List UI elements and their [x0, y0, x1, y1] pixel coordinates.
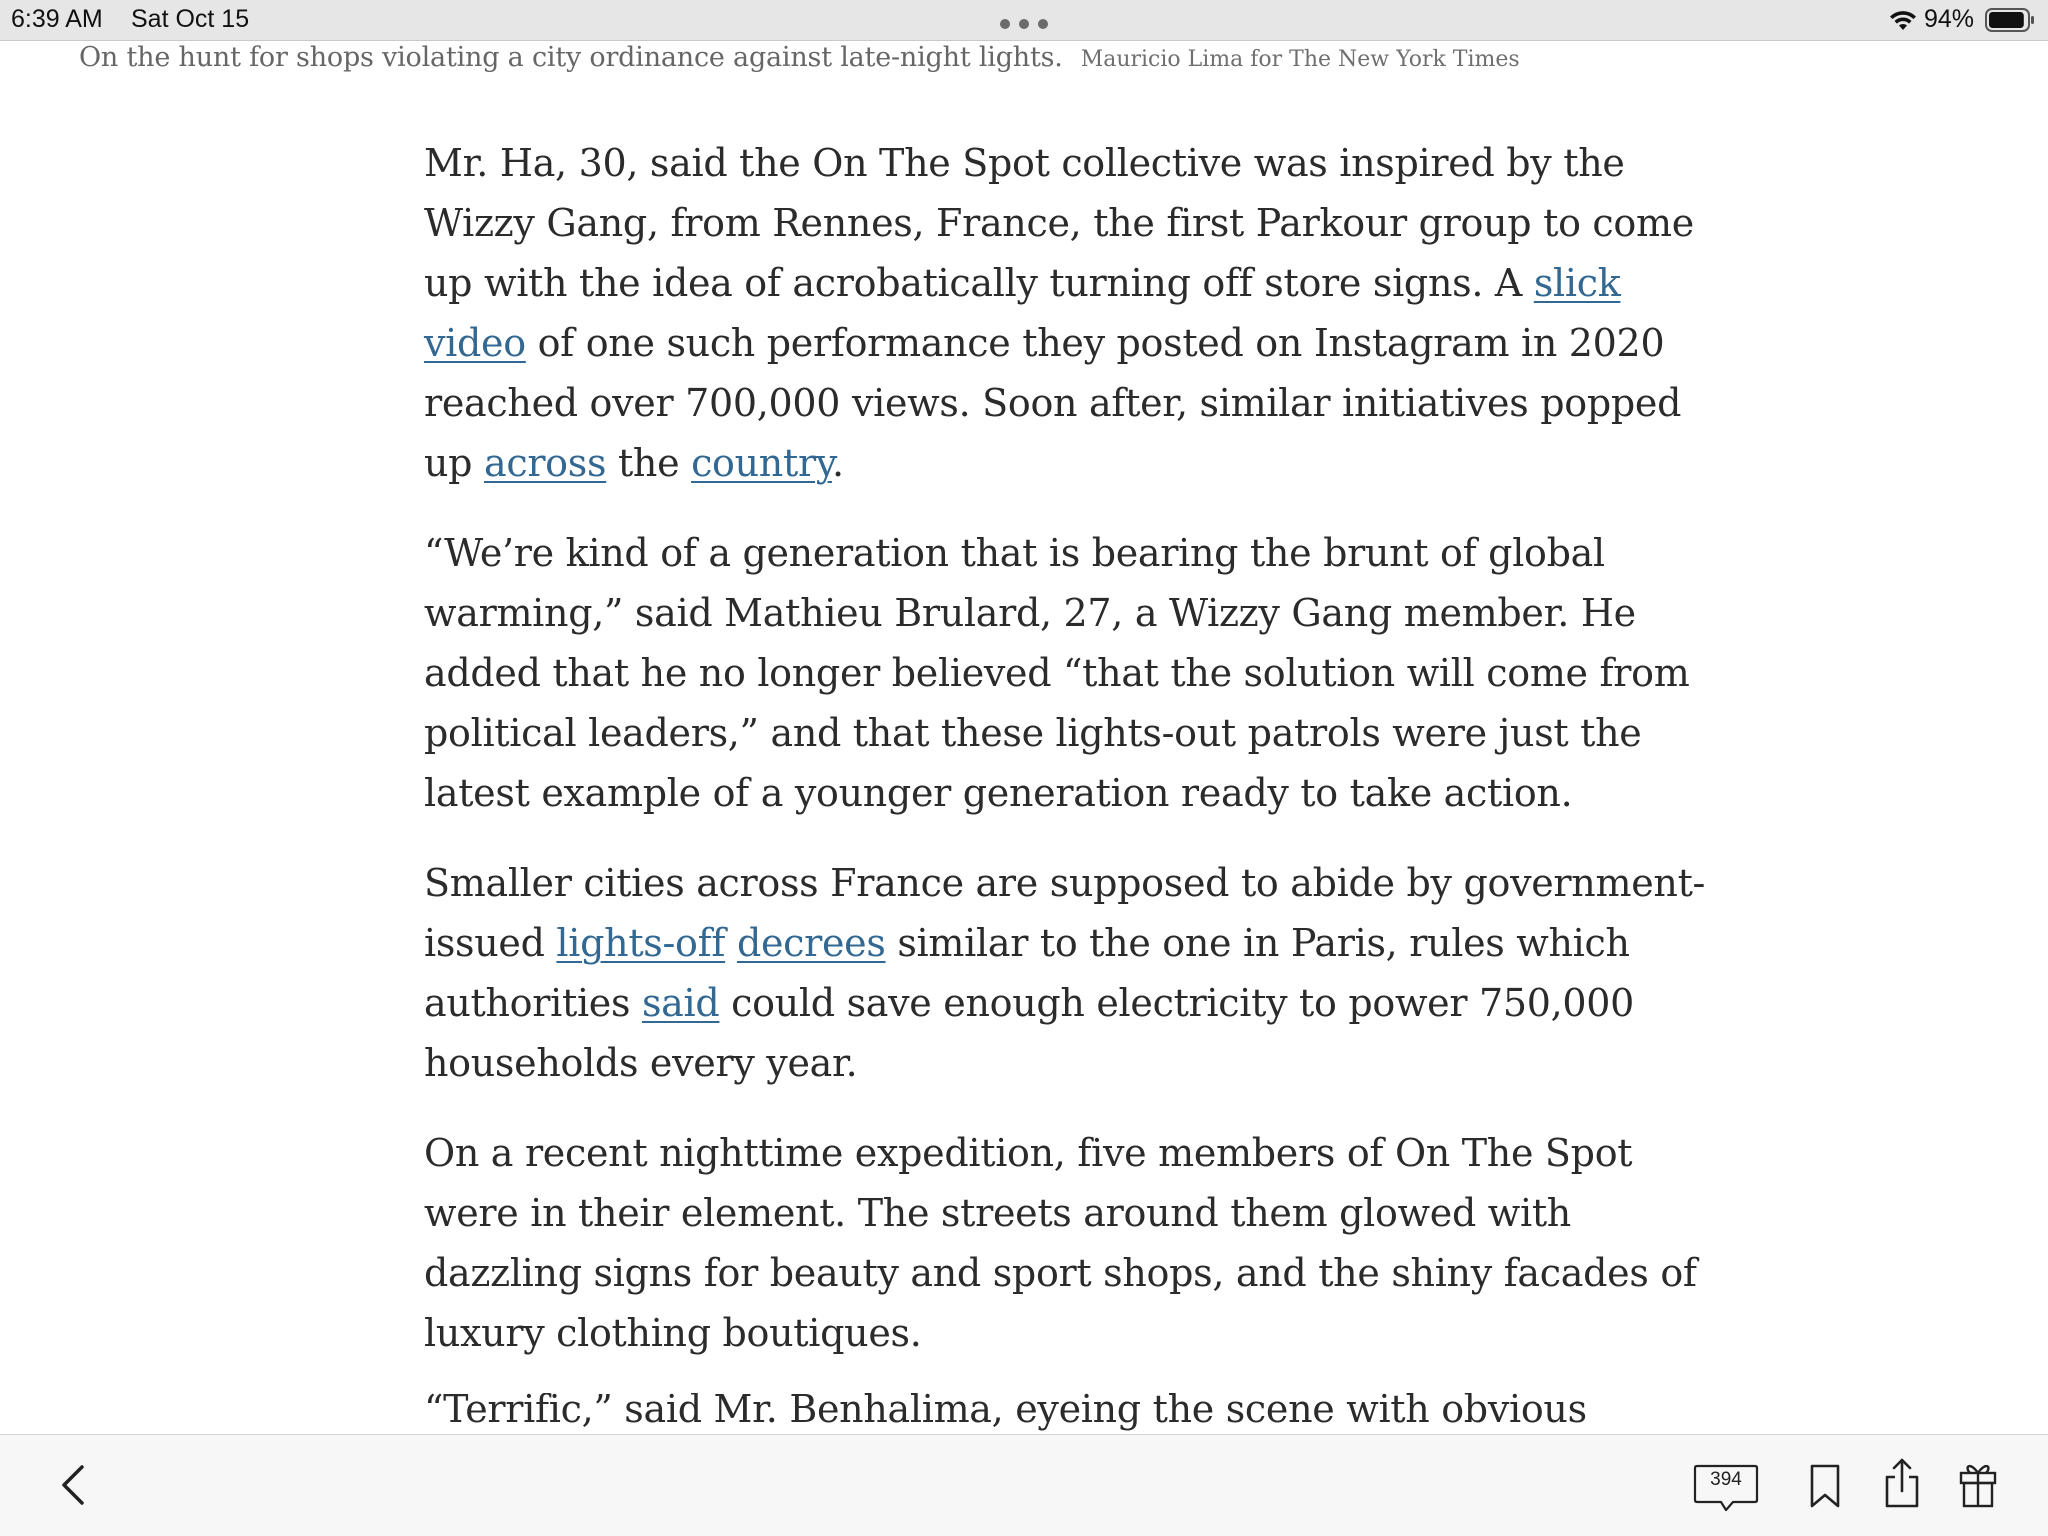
text-run: issued — [424, 921, 557, 965]
share-icon[interactable] — [1882, 1457, 1922, 1509]
text-line — [424, 433, 1624, 493]
comments-count[interactable]: 394 — [1710, 1469, 1742, 1490]
text-line: On a recent nighttime expedition, five members of On The Spot — [424, 1131, 1633, 1175]
text-line — [424, 973, 1635, 1033]
status-time: 6:39 AM — [11, 5, 103, 33]
link-slick-video-cont[interactable]: video — [424, 321, 526, 365]
text-line — [424, 253, 1624, 313]
battery-icon — [1985, 8, 2035, 32]
text-line: latest example of a younger generation ready to take action. — [424, 771, 1573, 815]
text-line: “Terrific,” said Mr. Benhalima, eyeing the scene with obvious — [424, 1393, 1587, 1431]
wifi-icon — [1888, 8, 1918, 32]
status-date: Sat Oct 15 — [131, 5, 250, 33]
link-country[interactable]: country — [691, 441, 832, 485]
text-line: added that he no longer believed “that the solution will come from — [424, 651, 1690, 695]
multitasking-dots-icon[interactable] — [1000, 19, 1048, 29]
gift-icon[interactable] — [1958, 1457, 1998, 1509]
photo-caption — [79, 42, 1979, 73]
article-body — [424, 133, 1706, 1431]
text-run: the — [606, 441, 692, 485]
text-run: up with the idea of acrobatically turning off store signs. A — [424, 261, 1534, 305]
link-slick-video[interactable]: slick — [1533, 261, 1621, 305]
paragraph — [424, 853, 1706, 1093]
text-line: warming,” said Mathieu Brulard, 27, a Wizzy Gang member. He — [424, 591, 1636, 635]
text-line: were in their element. The streets around them glowed with — [424, 1191, 1571, 1235]
battery-percent: 94% — [1924, 5, 1975, 33]
text-run: authorities — [424, 981, 642, 1025]
chevron-left-icon[interactable] — [54, 1461, 94, 1509]
text-run: similar to the one in Paris, rules which — [885, 921, 1630, 965]
text-run: up — [424, 441, 484, 485]
status-bar — [0, 0, 2048, 41]
paragraph — [424, 133, 1694, 493]
text-run: . — [831, 441, 844, 485]
caption-text: On the hunt for shops violating a city ordinance against late-night lights. — [79, 42, 1063, 73]
link-said[interactable]: said — [641, 981, 720, 1025]
text-run: could save enough electricity to power 750,000 — [719, 981, 1635, 1025]
bookmark-icon[interactable] — [1808, 1463, 1842, 1509]
caption-credit: Mauricio Lima for The New York Times — [1080, 47, 1520, 72]
paragraph — [424, 523, 1690, 823]
text-run — [725, 921, 737, 965]
link-lights-off[interactable]: lights-off — [556, 921, 726, 965]
text-line: Mr. Ha, 30, said the On The Spot collective was inspired by the — [424, 141, 1625, 185]
text-line: Smaller cities across France are supposed to abide by government- — [424, 861, 1706, 905]
text-run: of one such performance they posted on Instagram in 2020 — [525, 321, 1665, 365]
link-decrees[interactable]: decrees — [736, 921, 886, 965]
text-line — [424, 313, 1665, 373]
text-line — [424, 913, 1630, 973]
text-line: dazzling signs for beauty and sport shops, and the shiny facades of — [424, 1251, 1697, 1295]
text-line: political leaders,” and that these lights-out patrols were just the — [424, 711, 1642, 755]
paragraph — [424, 1123, 1697, 1363]
text-line: households every year. — [424, 1041, 858, 1085]
text-line: reached over 700,000 views. Soon after, similar initiatives popped — [424, 381, 1682, 425]
text-line: “We’re kind of a generation that is bearing the brunt of global — [424, 531, 1605, 575]
text-line: Wizzy Gang, from Rennes, France, the first Parkour group to come — [424, 201, 1694, 245]
bottom-toolbar — [0, 1434, 2048, 1536]
text-line: luxury clothing boutiques. — [424, 1311, 922, 1355]
link-across[interactable]: across — [483, 441, 607, 485]
paragraph-partial — [424, 1393, 1624, 1431]
